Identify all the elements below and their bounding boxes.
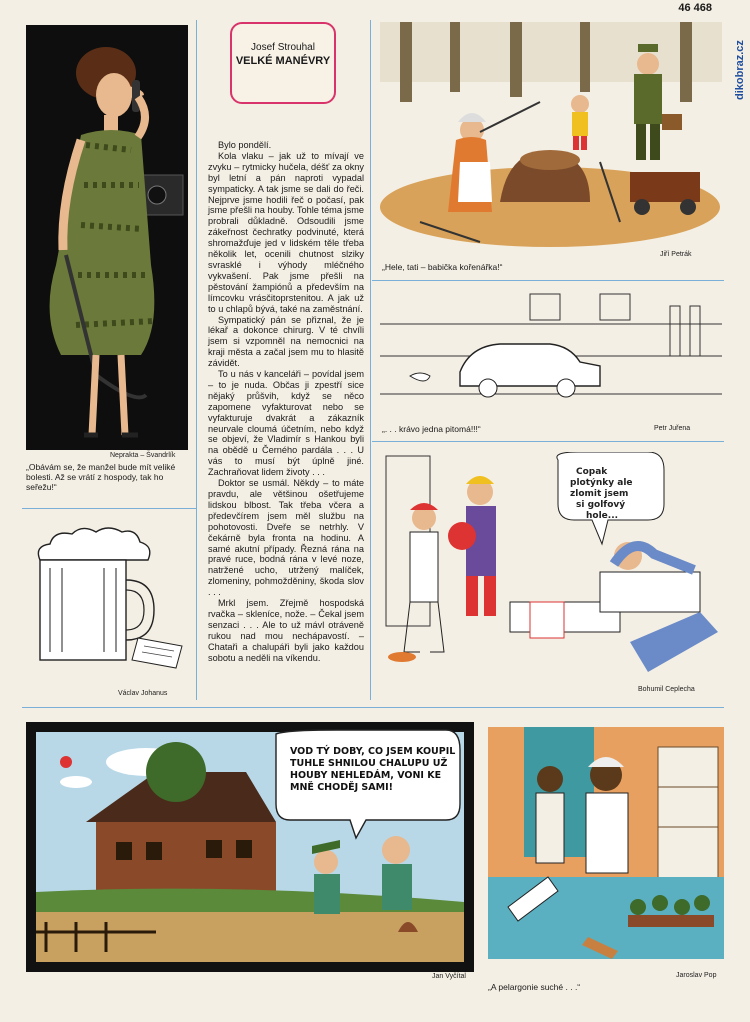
column-rule-mid [370, 20, 371, 700]
column-rule-left [196, 20, 197, 700]
story-title-box [230, 22, 336, 104]
story-paragraph: To u nás v kanceláři – povídal jsem – to je nuda. Občas ji zpestří sice nějaký průšvih, když se něco zapomene vyfakturovat nebo se vyfakturuje dvakrát a zákazník neurvale cloumá účetním, nebo když se objeví, že Vladimír s Hankou byli na obědě u Černého pardála . . . U vás to musí být úplně jiné. Zachraňovat lidem životy . . . [208, 369, 364, 478]
cartoon-forest-caption: „Hele, tati – babička kořenářka!“ [382, 262, 503, 272]
cartoon-phone [26, 25, 188, 450]
story-paragraph: Mrkl jsem. Zřejmě hospodská rvačka – skleníce, nože. – Čekal jsem senzaci . . . Ale to už mávl otráveně rukou nad mou nechápavostí. – Chataři a chalupáři byli jako každou sobotu a neděli na víkendu. [208, 598, 364, 663]
story-text [208, 140, 364, 664]
cartoon-beer-credit: Václav Johanus [118, 690, 168, 697]
story-paragraph: Doktor se usmál. Někdy – to máte pravdu, ale většinou ošetřujeme lidskou blbost. Tak třeba včera a předevčírem jsem měl službu na pohotovosti. Dveře se netrhly. V čekárně byla fronta na hodinu. A samé akutní případy. Řezná rána na pravé ruce, bodná rána v levé noze, natržené ucho, utržený malíček, zlomeniny, pohmožděniny, škoda slov . . . [208, 478, 364, 598]
cartoon-pelargonie [488, 727, 724, 959]
cartoon-beer [26, 520, 190, 680]
forest-illustration [380, 22, 722, 247]
row-rule-left [22, 508, 196, 509]
cartoon-pelargonie-credit: Jaroslav Pop [676, 972, 717, 979]
page-number: 46 468 [678, 2, 712, 14]
hospital-illustration [380, 452, 722, 682]
cartoon-phone-credit: Neprakta – Švandrlík [110, 452, 176, 459]
cartoon-hospital [380, 452, 722, 682]
row-rule-right-1 [372, 280, 724, 281]
cartoon-forest-credit: Jiří Petrák [660, 251, 692, 258]
cartoon-pelargonie-caption: „A pelargonie suché . . .“ [488, 982, 581, 992]
hospital-bubble: Copak plotýnky ale zlomit jsem si golfový hole... [570, 467, 633, 521]
cottage-illustration [26, 722, 474, 972]
story-paragraph: Bylo pondělí. [218, 140, 272, 150]
story-author: Josef Strouhal [251, 42, 315, 53]
story-paragraph: Kola vlaku – jak už to mívají ve zvyku – rytmicky hučela, déšť za okny byl letní a pán naproti vypadal sympaticky. A tak jsme se dali do řeči. Nejprve jsme hodili řeč o počasí, pak jsme přešli na houby. Tohle téma jsme probrali důkladně. Odsoudili jsme zákeřnost čechratky podvinuté, která shromažďuje jed v lidském těle třeba několik let, ocenili chutnost slziky svrasklé i výhody mléčného vykvašení. Pak jsme přešli na pěstování žampiónů a především na límcovku vrásčitoprstenitou. A jak už to u chlapů bývá, také na zaměstnání. [208, 150, 364, 314]
woman-phone-illustration [26, 25, 188, 450]
cottage-bubble: VOD TÝ DOBY, CO JSEM KOUPIL TUHLE SHNILOU CHALUPU UŽ HOUBY NEHLEDÁM, VONI KE MNĚ CHODĚJ SAMI! [290, 746, 456, 793]
story-paragraph: Sympatický pán se přiznal, že je lékař a dokonce chirurg. V té chvíli jsem si vzpomněl na nemocnici na kraji města a začal jsem mu to hlasitě závidět. [208, 314, 364, 369]
pelargonie-illustration [488, 727, 724, 959]
cartoon-car [380, 284, 722, 424]
car-illustration [380, 284, 722, 424]
cartoon-car-caption: „. . . krávo jedna pitomá!!!“ [382, 424, 481, 434]
row-rule-right-2 [372, 441, 724, 442]
story-title: VELKÉ MANÉVRY [235, 55, 331, 67]
cartoon-forest [380, 22, 722, 247]
beer-mug-illustration [26, 520, 190, 680]
row-rule-bottom [22, 707, 724, 708]
cartoon-cottage-credit: Jan Vyčítal [432, 973, 466, 980]
cartoon-phone-caption: „Obávám se, že manžel bude mít veliké bolesti. Až se vrátí z hospody, tak ho seřežu!“ [26, 462, 176, 492]
cartoon-car-credit: Petr Juřena [654, 425, 691, 432]
watermark: dikobraz.cz [734, 40, 746, 100]
cartoon-cottage [26, 722, 474, 972]
cartoon-hospital-credit: Bohumil Ceplecha [638, 686, 695, 693]
